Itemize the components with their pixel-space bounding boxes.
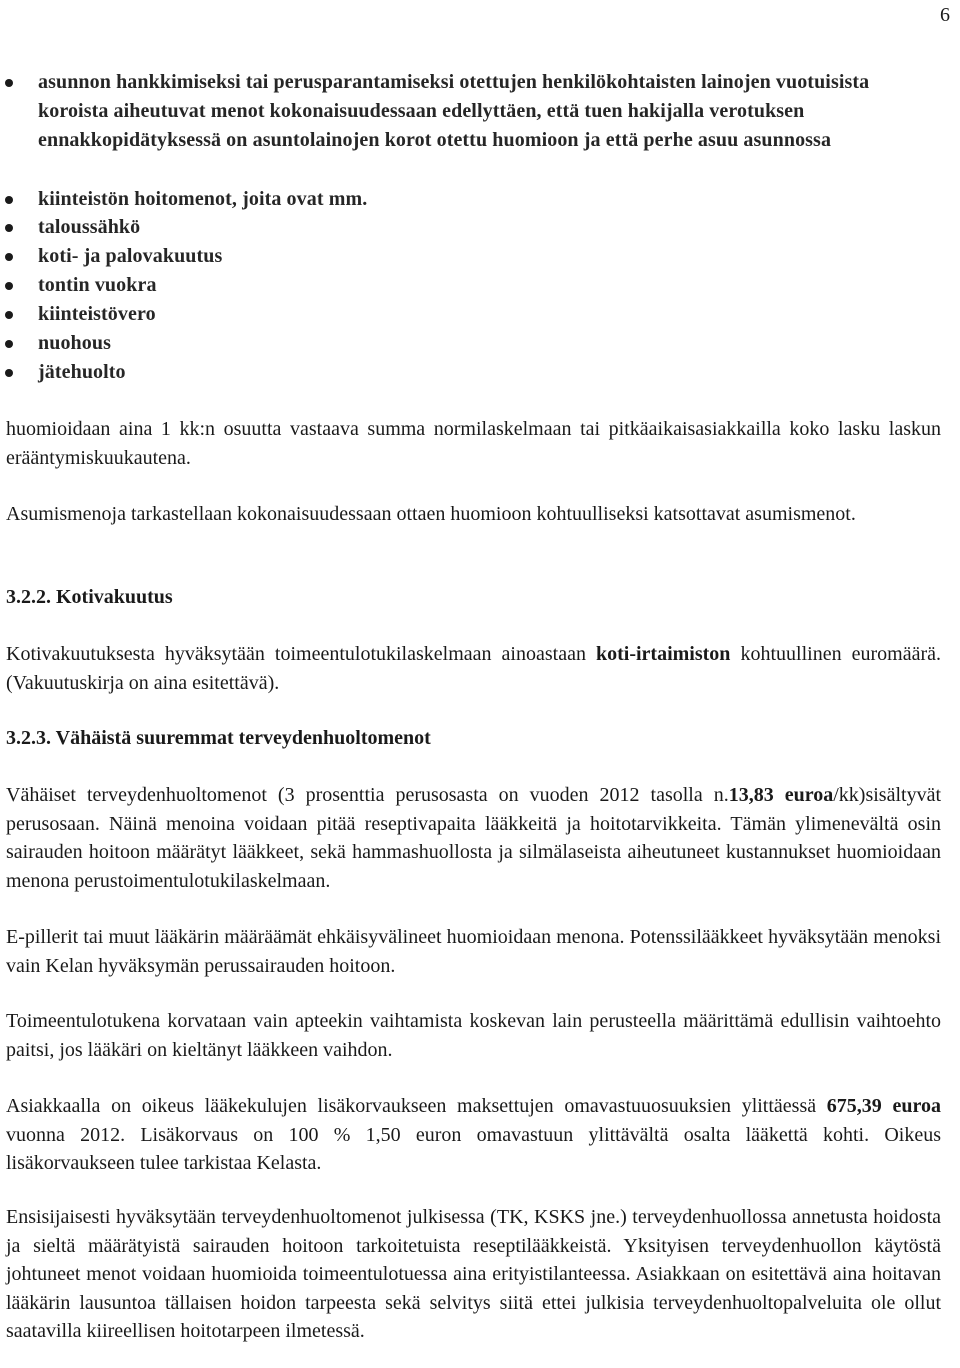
paragraph-contraceptives: E-pillerit tai muut lääkärin määräämät ehkäisyvälineet huomioidaan menona. Potenssilääkkeet hyväksytään menoksi vain Kelan hyväksymän perussairauden hoitoon.	[6, 926, 941, 977]
paragraph-public-healthcare: Ensisijaisesti hyväksytään terveydenhuoltomenot julkisessa (TK, KSKS jne.) terveydenhuollossa annetusta hoidosta ja sieltä määrätyistä sairauden hoitoon tarkoitetuista reseptilääkkeistä. Yksityisen terveydenhuollon käytöstä johtuneet menot voidaan huomioida toimeentulotuessa aina erityistilanteessa. Asiakkaan on esitettävä aina hoitavan lääkärin lausuntoa tällaisen hoidon tarpeesta sekä selvitys siitä ettei julkisia terveydenhuoltopalveluita ole ollut saatavilla kiireellisen hoitotarpeen ilmetessä.	[6, 1206, 941, 1342]
bullet-icon	[5, 340, 13, 348]
text-run-bold: 675,39 euroa	[826, 1095, 941, 1117]
list-item-text: koti- ja palovakuutus	[38, 245, 223, 267]
paragraph-minor-health-costs	[6, 781, 941, 895]
paragraph-additional-compensation	[6, 1092, 941, 1178]
paragraph-billing: huomioidaan aina 1 kk:n osuutta vastaava summa normilaskelmaan tai pitkäaikaisasiakkailla koko lasku laskun erääntymiskuukautena.	[6, 418, 941, 469]
section-heading-home-insurance: 3.2.2. Kotivakuutus	[6, 586, 173, 608]
text-run: kohtuullinen euromäärä. (Vakuutuskirja on aina esitettävä).	[6, 643, 941, 694]
bullet-icon	[5, 79, 13, 87]
bullet-icon	[5, 224, 13, 232]
text-run: /kk)sisältyvät perusosaan. Näinä menoina voidaan pitää reseptivapaita lääkkeitä ja hoitotarvikkeita. Tämän ylimenevältä osin sairauden hoitoon määrätyt lääkkeet, sekä hammashuollosta ja silmälaseista aiheutuneet kustannukset huomioidaan menona perustoimentulotukilaskelmaan.	[6, 784, 941, 892]
bullet-icon	[5, 196, 13, 204]
paragraph-housing-costs: Asumismenoja tarkastellaan kokonaisuudessaan ottaen huomioon kohtuulliseksi katsottavat asumismenot.	[6, 503, 856, 525]
list-item-text: tontin vuokra	[38, 274, 157, 296]
paragraph-generic-substitution: Toimeentulotukena korvataan vain apteekin vaihtamista koskevan lain perusteella määrittämä edullisin vaihtoehto paitsi, jos lääkäri on kieltänyt lääkkeen vaihdon.	[6, 1010, 941, 1061]
section-heading-health-costs: 3.2.3. Vähäistä suuremmat terveydenhuoltomenot	[6, 727, 431, 749]
list-item-text: asunnon hankkimiseksi tai perusparantamiseksi otettujen henkilökohtaisten lainojen vuotuisista koroista aiheutuvat menot kokonaisuudessaan edellyttäen, että tuen hakijalla verotuksen ennakkopidätyksessä on asuntolainojen korot otettu huomioon ja että perhe asuu asunnossa	[38, 71, 870, 151]
text-run: Asiakkaalla on oikeus lääkekulujen lisäkorvaukseen maksettujen omavastuuosuuksien ylittäessä	[6, 1095, 827, 1117]
paragraph-home-insurance	[6, 640, 941, 697]
text-run-bold: 13,83 euroa	[728, 784, 834, 806]
text-run: vuonna 2012. Lisäkorvaus on 100 % 1,50 euron omavastuun ylittävältä osalta lääkettä kohti. Oikeus lisäkorvaukseen tulee tarkistaa Kelasta.	[6, 1123, 941, 1174]
list-item-text: nuohous	[38, 332, 111, 354]
list-item-text: jätehuolto	[38, 361, 126, 383]
list-item-text: taloussähkö	[38, 216, 141, 238]
text-run-bold: koti-irtaimiston	[596, 643, 731, 665]
text-run: Kotivakuutuksesta hyväksytään toimeentulotukilaskelmaan ainoastaan	[6, 643, 596, 665]
text-run: Vähäiset terveydenhuoltomenot (3 prosenttia perusosasta on vuoden 2012 tasolla n.	[6, 784, 729, 806]
list-item-text: kiinteistön hoitomenot, joita ovat mm.	[38, 188, 368, 210]
bullet-icon	[5, 311, 13, 319]
bullet-icon	[5, 369, 13, 377]
list-item-text: kiinteistövero	[38, 303, 156, 325]
bullet-icon	[5, 253, 13, 261]
bullet-icon	[5, 282, 13, 290]
page-number: 6	[940, 4, 950, 26]
